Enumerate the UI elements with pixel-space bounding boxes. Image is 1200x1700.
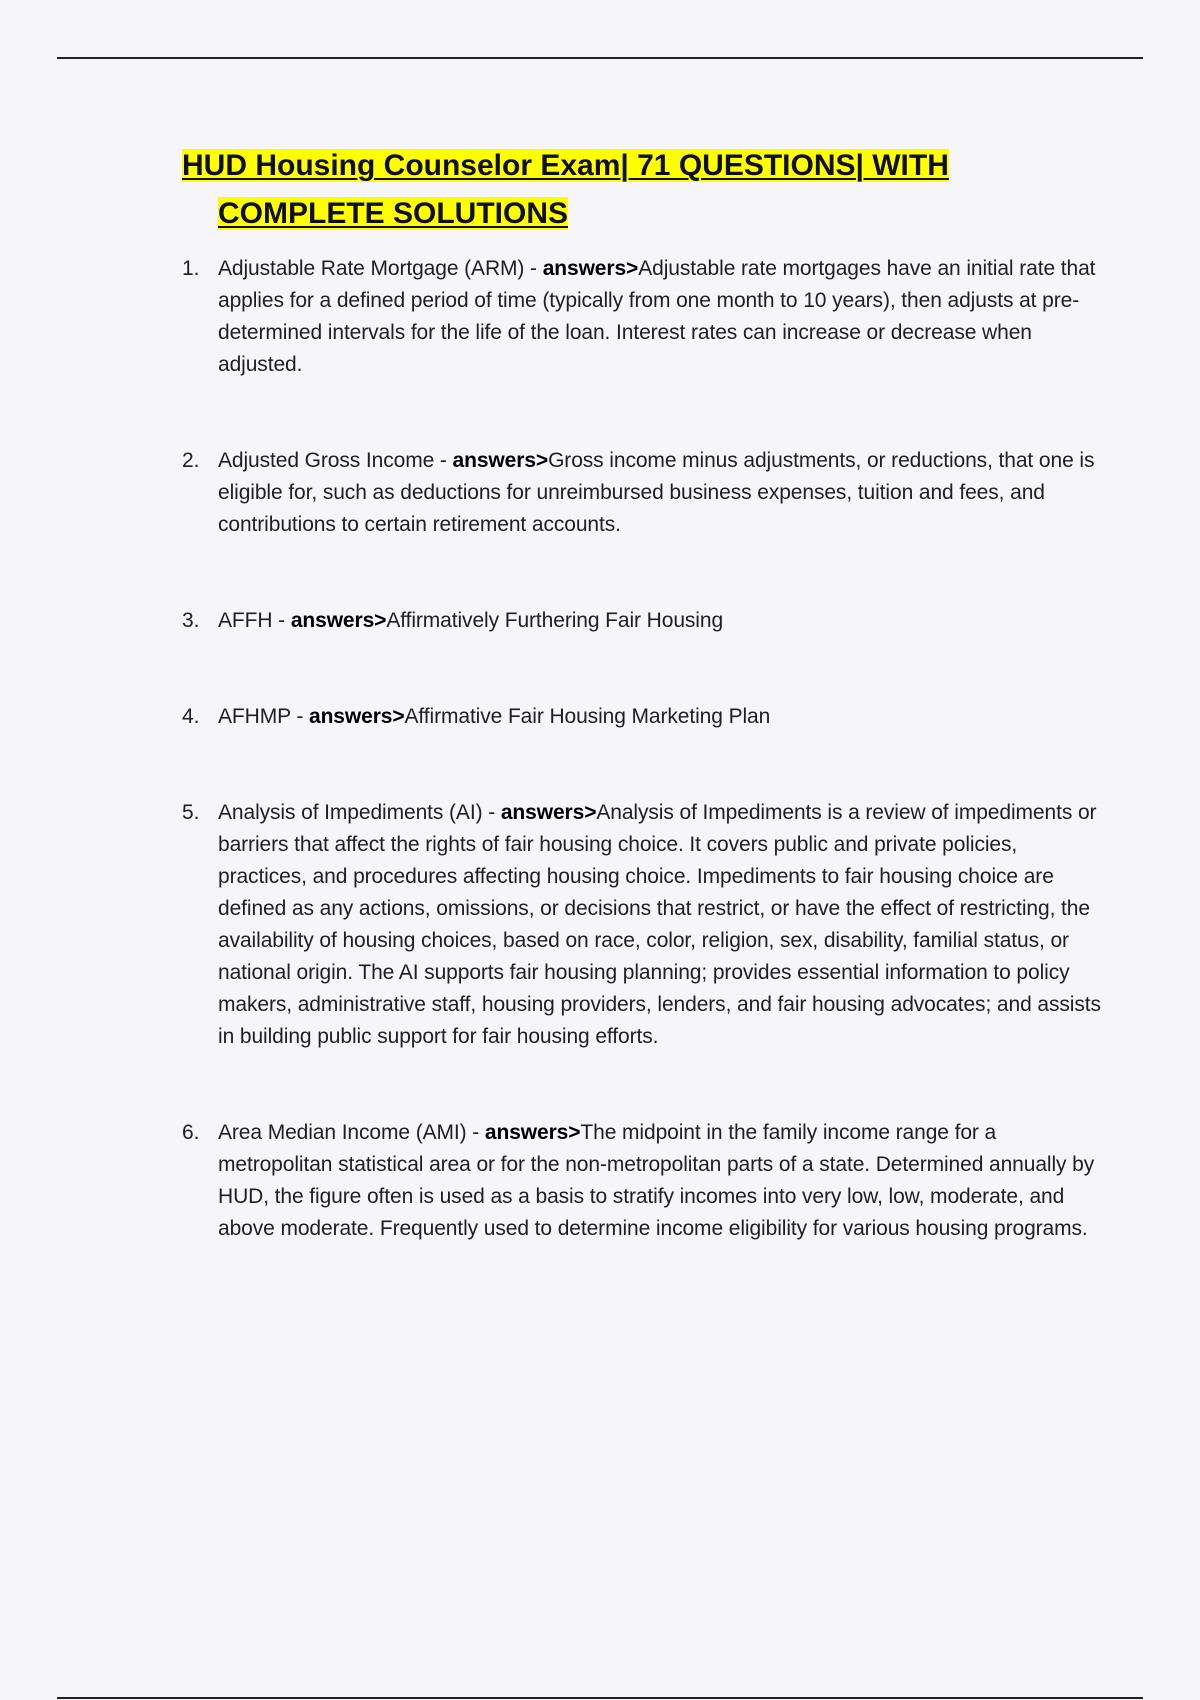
question-item-3 <box>182 605 1102 637</box>
question-number: 3. <box>182 609 200 632</box>
question-number: 6. <box>182 1121 200 1144</box>
question-term: Area Median Income (AMI) <box>218 1121 467 1144</box>
question-term: Adjusted Gross Income <box>218 449 435 472</box>
question-separator: - <box>434 449 453 472</box>
answer-label: answers> <box>542 257 639 280</box>
answer-text: Gross income minus adjustments, or reductions, that one is eligible for, such as deductions for unreimbursed business expenses, tuition and fees, and contributions to certain retirement accounts. <box>218 449 1095 536</box>
question-number: 2. <box>182 449 200 472</box>
question-separator: - <box>466 1121 485 1144</box>
question-item-4 <box>182 701 1102 733</box>
question-term: Adjustable Rate Mortgage (ARM) <box>218 257 525 280</box>
answer-text: The midpoint in the family income range for a metropolitan statistical area or for the non-metropolitan parts of a state. Determined annually by HUD, the figure often is used as a basis to stratify incomes into very low, low, moderate, and above moderate. Frequently used to determine income eligibility for various housing programs. <box>218 1121 1095 1240</box>
question-item-1 <box>182 253 1102 381</box>
question-list <box>182 253 1102 1245</box>
answer-label: answers> <box>484 1121 581 1144</box>
question-separator: - <box>524 257 543 280</box>
question-separator: - <box>482 801 501 824</box>
answer-text: Adjustable rate mortgages have an initial rate that applies for a defined period of time (typically from one month to 10 years), then adjusts at pre-determined intervals for the life of the loan. Interest rates can increase or decrease when adjusted. <box>218 257 1096 376</box>
answer-label: answers> <box>500 801 597 824</box>
question-item-5 <box>182 797 1102 1053</box>
answer-label: answers> <box>309 705 405 728</box>
header-rule <box>57 57 1143 59</box>
answer-text: Analysis of Impediments is a review of impediments or barriers that affect the rights of fair housing choice. It covers public and private policies, practices, and procedures affecting housing choice. Impediments to fair housing choice are defined as any actions, omissions, or decisions that restrict, or have the effect of restricting, the availability of housing choices, based on race, color, religion, sex, disability, familial status, or national origin. The AI supports fair housing planning; provides essential information to policy makers, administrative staff, housing providers, lenders, and fair housing advocates; and assists in building public support for fair housing efforts. <box>218 801 1101 1048</box>
question-term: AFFH <box>218 609 273 632</box>
document-page <box>182 142 1102 1245</box>
document-title-text: HUD Housing Counselor Exam| 71 QUESTIONS| WITH COMPLETE SOLUTIONS <box>182 149 949 230</box>
answer-text: Affirmatively Furthering Fair Housing <box>386 609 724 632</box>
document-title <box>182 142 1102 238</box>
answer-text: Affirmative Fair Housing Marketing Plan <box>404 705 771 728</box>
footer-rule <box>57 1697 1143 1699</box>
question-number: 1. <box>182 257 200 280</box>
question-number: 4. <box>182 705 200 728</box>
question-item-6 <box>182 1117 1102 1245</box>
question-number: 5. <box>182 801 200 824</box>
question-item-2 <box>182 445 1102 541</box>
question-separator: - <box>272 609 291 632</box>
answer-label: answers> <box>452 449 549 472</box>
question-term: AFHMP <box>218 705 291 728</box>
question-term: Analysis of Impediments (AI) <box>218 801 483 824</box>
question-separator: - <box>290 705 309 728</box>
answer-label: answers> <box>290 609 387 632</box>
